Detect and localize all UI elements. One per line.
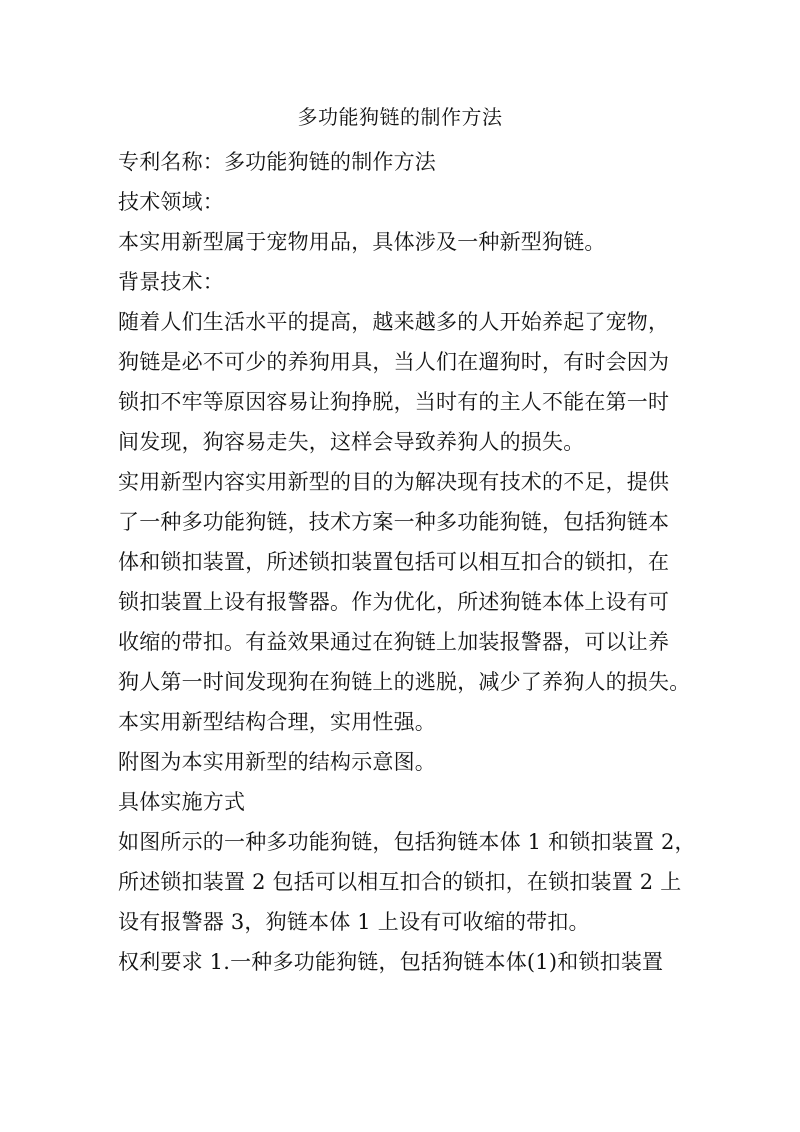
body-line: 了一种多功能狗链，技术方案一种多功能狗链，包括狗链本 [118, 510, 670, 534]
body-line: 狗链是必不可少的养狗用具，当人们在遛狗时，有时会因为 [118, 350, 670, 374]
body-line: 锁扣装置上设有报警器。作为优化，所述狗链本体上设有可 [118, 590, 670, 614]
body-line: 本实用新型结构合理，实用性强。 [118, 710, 436, 734]
body-line: 狗人第一时间发现狗在狗链上的逃脱，减少了养狗人的损失。 [118, 670, 691, 694]
body-line: 锁扣不牢等原因容易让狗挣脱，当时有的主人不能在第一时 [118, 390, 670, 414]
document-body [118, 142, 698, 982]
body-line: 附图为本实用新型的结构示意图。 [118, 750, 436, 774]
body-line: 具体实施方式 [118, 790, 246, 814]
body-line: 实用新型内容实用新型的目的为解决现有技术的不足，提供 [118, 470, 670, 494]
body-line: 随着人们生活水平的提高，越来越多的人开始养起了宠物， [118, 310, 670, 334]
body-line: 背景技术： [118, 270, 224, 294]
body-line: 收缩的带扣。有益效果通过在狗链上加装报警器，可以让养 [118, 630, 670, 654]
body-line: 本实用新型属于宠物用品，具体涉及一种新型狗链。 [118, 230, 606, 254]
body-line: 所述锁扣装置 2 包括可以相互扣合的锁扣，在锁扣装置 2 上 [118, 870, 682, 894]
document-title: 多功能狗链的制作方法 [297, 105, 503, 129]
body-line: 技术领域： [118, 190, 224, 214]
body-line: 如图所示的一种多功能狗链，包括狗链本体 1 和锁扣装置 2， [118, 830, 696, 854]
body-line: 体和锁扣装置，所述锁扣装置包括可以相互扣合的锁扣，在 [118, 550, 670, 574]
body-line: 专利名称：多功能狗链的制作方法 [118, 150, 436, 174]
body-line: 设有报警器 3，狗链本体 1 上设有可收缩的带扣。 [118, 910, 590, 934]
body-line: 权利要求 1.一种多功能狗链，包括狗链本体(1)和锁扣装置 [118, 950, 664, 974]
body-line: 间发现，狗容易走失，这样会导致养狗人的损失。 [118, 430, 585, 454]
